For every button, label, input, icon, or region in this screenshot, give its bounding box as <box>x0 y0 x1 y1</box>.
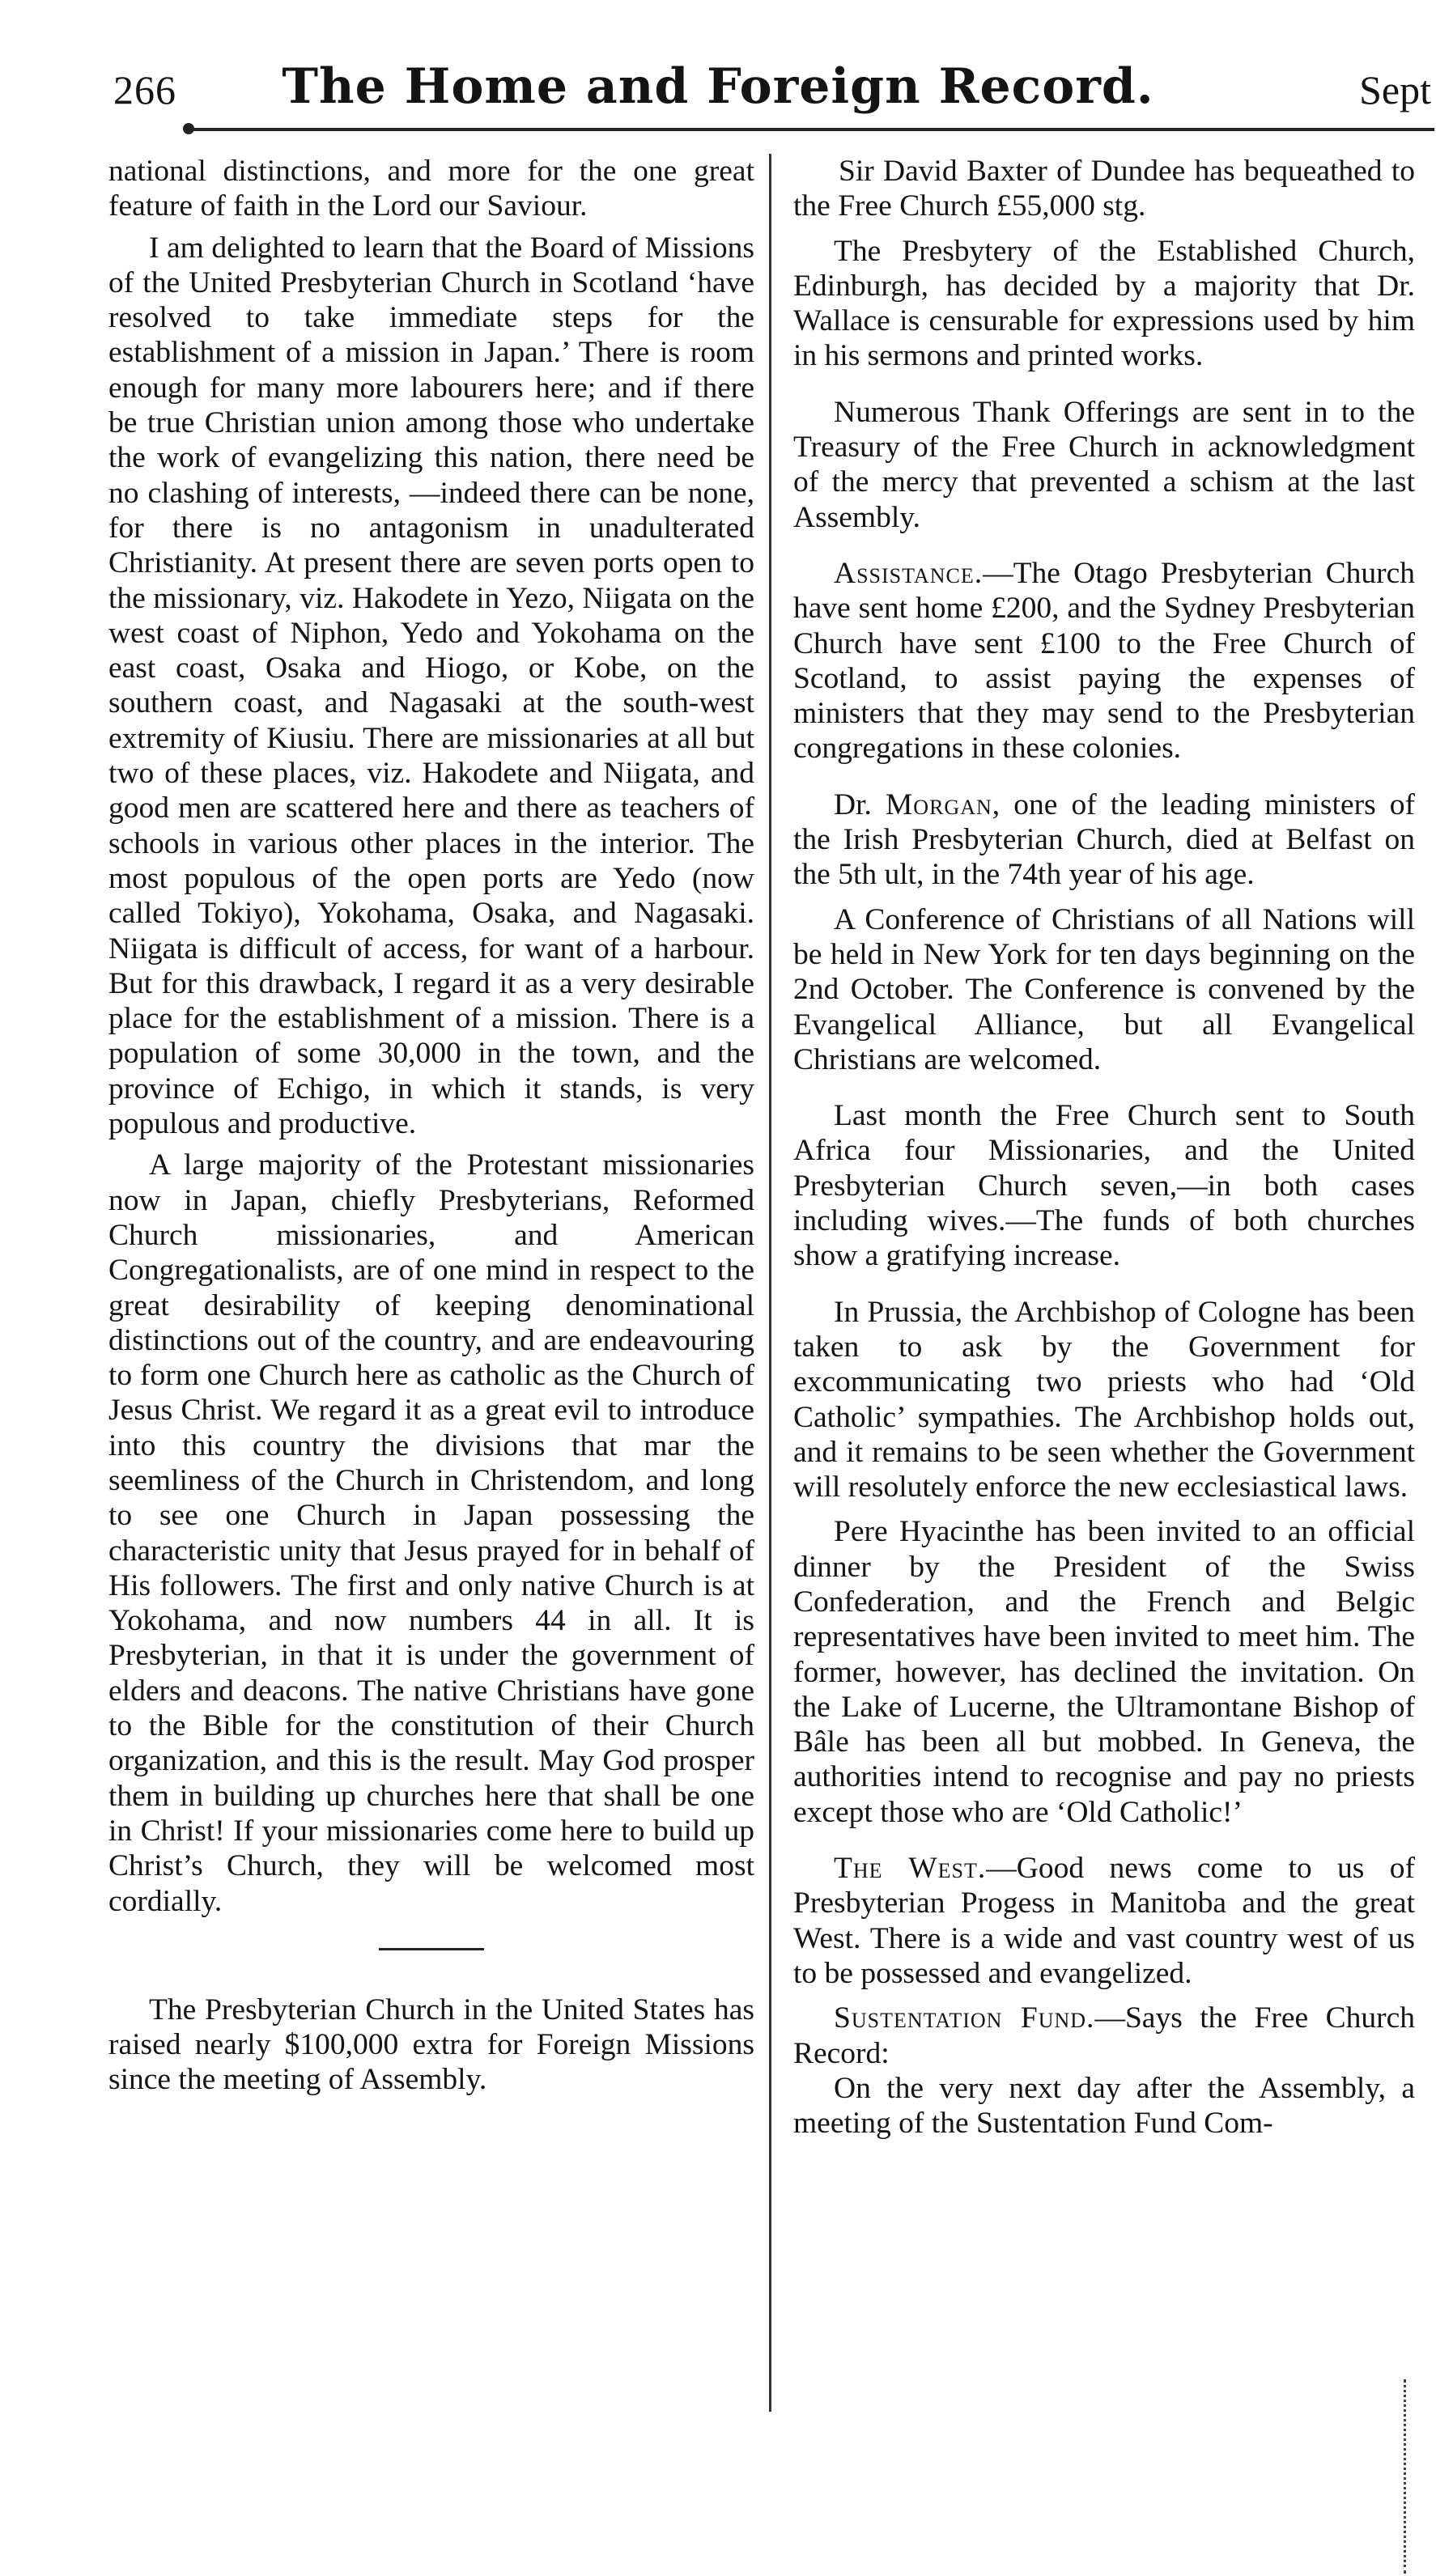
news-item: On the very next day after the Assembly, a meeting of the Sustentation Fund Com- <box>793 2071 1415 2141</box>
item-body: —Good news come to us of Presbyterian Progess in Manitoba and the great West. There is a wide and vast country west of us to be possessed and evangelized. <box>793 1852 1415 1990</box>
news-item <box>793 787 1415 893</box>
item-prefix: Dr. <box>834 787 886 821</box>
news-item: Pere Hyacinthe has been invited to an official dinner by the President of the Swiss Confederation, and the French and Belgic representatives have been invited to meet him. The former, however, has declined the invitation. On the Lake of Lucerne, the Ultramontane Bishop of Bâle has been all but mobbed. In Geneva, the authorities intend to recognise and pay no priests except those who are ‘Old Catholic!’ <box>793 1515 1415 1829</box>
news-item: A Conference of Christians of all Nations will be held in New York for ten days beginning on the 2nd October. The Conference is convened by the Evangelical Alliance, but all Evangelical Christians are welcomed. <box>793 902 1415 1076</box>
paragraph: The Presbyterian Church in the United States has raised nearly $100,000 extra for Foreign Missions since the meeting of Assembly. <box>108 1992 754 2097</box>
item-lead-heading: Assistance. <box>834 556 984 590</box>
paragraph: I am delighted to learn that the Board of Missions of the United Presbyterian Church in Scotland ‘have resolved to take immediate steps for the establishment of a mission in Japan.’ There is room enough for many more labourers here; and if there be true Christian union among those who undertake the work of evangelizing this nation, there need be no clashing of interests, —indeed there can be none, for there is no antagonism in unadulterated Christianity. At present there are seven ports open to the missionary, viz. Hakodete in Yezo, Niigata on the west coast of Niphon, Yedo and Yokohama on the east coast, Osaka and Hiogo, or Kobe, on the southern coast, and Nagasaki at the south-west extremity of Kiusiu. There are missionaries at all but two of these places, viz. Hakodete and Niigata, and good men are scattered here and there as teachers of schools in various other places in the interior. The most populous of the open ports are Yedo (now called Tokiyo), Yokohama, Osaka, and Nagasaki. Niigata is difficult of access, for want of a harbour. But for this drawback, I regard it as a very desirable place for the establishment of a mission. There is a population of some 30,000 in the town, and the province of Echigo, in which it stands, is very populous and productive. <box>108 231 754 1141</box>
column-divider <box>769 154 771 2412</box>
header-rule <box>188 128 1434 131</box>
news-item: In Prussia, the Archbishop of Cologne has been taken to ask by the Government for excommunicating two priests who had ‘Old Catholic’ sympathies. The Archbishop holds out, and it remains to be seen whether the Government will resolutely enforce the new ecclesiastical laws. <box>793 1295 1415 1504</box>
left-column <box>108 154 754 2098</box>
margin-dotted-line <box>1404 2379 1408 2574</box>
page-header <box>0 0 1436 154</box>
paragraph: A large majority of the Protestant missionaries now in Japan, chiefly Presbyterians, Reformed Church missionaries, and American Congregationalists, are of one mind in respect to the great desirability of keeping denominational distinctions out of the country, and are endeavouring to form one Church here as catholic as the Church of Jesus Christ. We regard it as a great evil to introduce into this country the divisions that mar the seemliness of the Church in Christendom, and long to see one Church in Japan possessing the characteristic unity that Jesus prayed for in behalf of His followers. The first and only native Church is at Yokohama, and now numbers 44 in all. It is Presbyterian, in that it is under the government of elders and deacons. The native Christians have gone to the Bible for the constitution of their Church organization, and this is the result. May God prosper them in building up churches here that shall be one in Christ! If your missionaries come here to build up Christ’s Church, they will be welcomed most cordially. <box>108 1148 754 1918</box>
item-body: —The Otago Presbyterian Church have sent home £200, and the Sydney Presbyterian Church have sent £100 to the Free Church of Scotland, to assist paying the expenses of ministers that they may send to the Presbyterian congregations in these colonies. <box>793 556 1415 766</box>
journal-title: The Home and Foreign Record. <box>282 58 1154 115</box>
news-item: Sir David Baxter of Dundee has bequeathed to the Free Church £55,000 stg. <box>793 155 1415 223</box>
item-lead-heading: The West. <box>834 1852 987 1886</box>
right-column <box>793 154 1415 2141</box>
news-item <box>793 2001 1415 2071</box>
item-body: , one of the leading ministers of the Irish Presbyterian Church, died at Belfast on the 5th ult, in the 74th year of his age. <box>793 787 1415 892</box>
item-lead-heading: Sustentation Fund. <box>834 2001 1095 2035</box>
news-item: Last month the Free Church sent to South Africa four Missionaries, and the United Presbyterian Church seven,—in both cases including wives.—The funds of both churches show a gratifying increase. <box>793 1099 1415 1273</box>
paragraph: national distinctions, and more for the one great feature of faith in the Lord our Saviour. <box>108 155 754 223</box>
news-item <box>793 1851 1415 1991</box>
item-person-name: Morgan <box>885 787 992 821</box>
news-item: The Presbytery of the Established Church, Edinburgh, has decided by a majority that Dr. Wallace is censurable for expressions used by him in his sermons and printed works. <box>793 234 1415 373</box>
running-head-month: Sept <box>1359 67 1431 112</box>
section-divider-rule <box>379 1948 484 1950</box>
page-number: 266 <box>113 67 176 112</box>
news-item: Numerous Thank Offerings are sent in to the Treasury of the Free Church in acknowledgment of the mercy that prevented a schism at the last Assembly. <box>793 395 1415 534</box>
item-body: —Says the Free Church Record: <box>793 2001 1415 2070</box>
news-item <box>793 556 1415 766</box>
